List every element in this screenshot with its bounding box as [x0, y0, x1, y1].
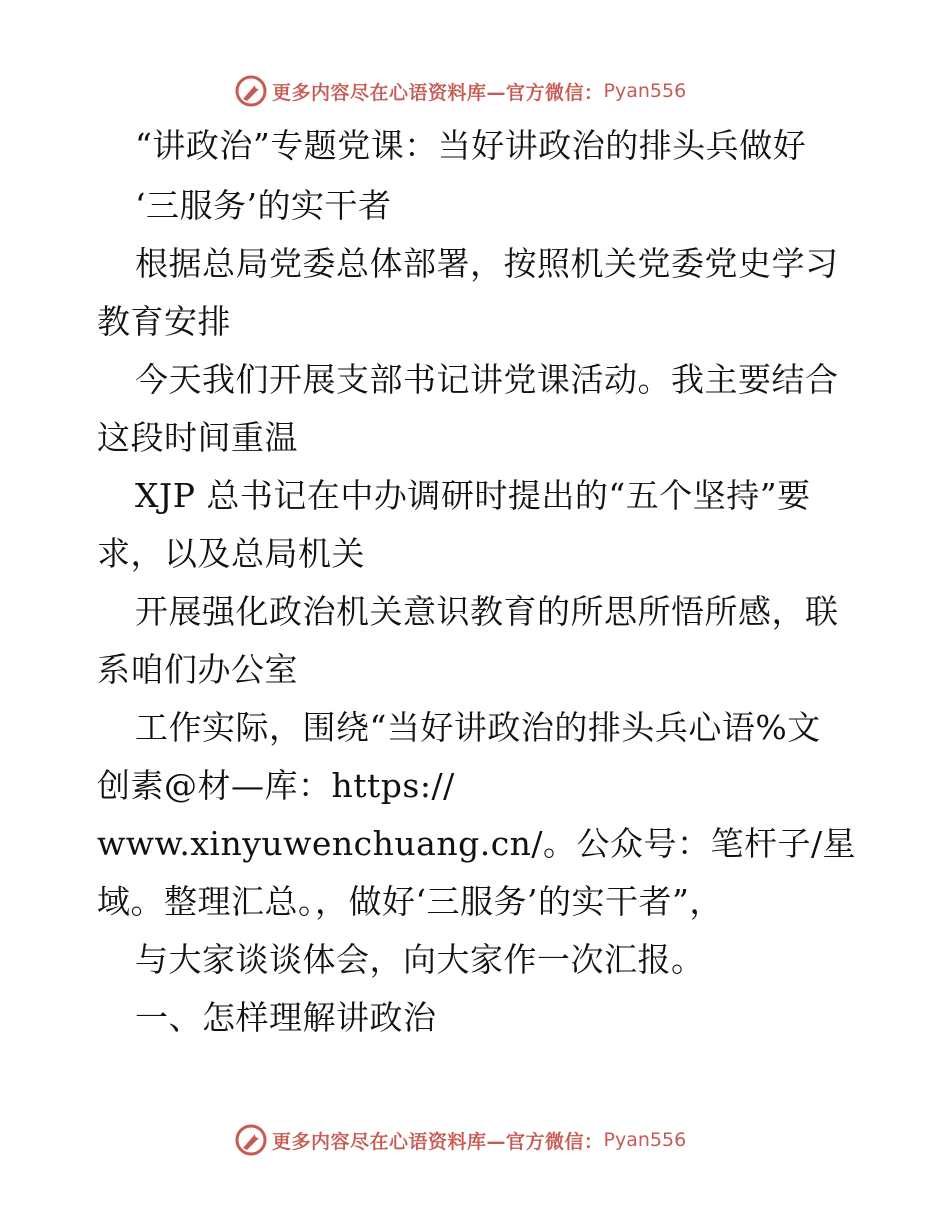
section-heading: 一、怎样理解讲政治	[135, 998, 437, 1037]
paragraph-line: XJP 总书记在中办调研时提出的“五个坚持”要	[135, 476, 811, 515]
paragraph-line: 创素@材—库：https://	[97, 766, 455, 805]
paragraph-line: 系咱们办公室	[97, 650, 298, 689]
footer-banner-text: 更多内容尽在心语资料库—官方微信：	[272, 1130, 604, 1153]
paragraph-line: 这段时间重温	[97, 418, 298, 457]
paragraph-line: 开展强化政治机关意识教育的所思所悟所感，联	[135, 592, 839, 631]
paragraph-line: 教育安排	[97, 302, 231, 341]
pen-logo-icon	[234, 74, 268, 108]
document-title-line-1: “讲政治”专题党课：当好讲政治的排头兵做好	[135, 126, 807, 165]
paragraph-line: 域。整理汇总。，做好‘三服务’的实干者”，	[97, 882, 723, 921]
header-watermark-banner	[234, 73, 686, 109]
footer-banner-wechat: Pyan556	[603, 1129, 687, 1151]
paragraph-line: 工作实际，围绕“当好讲政治的排头兵心语%文	[135, 708, 821, 747]
paragraph-line: 今天我们开展支部书记讲党课活动。我主要结合	[135, 360, 839, 399]
paragraph-line: 求，以及总局机关	[97, 534, 365, 573]
header-banner-text: 更多内容尽在心语资料库—官方微信：	[272, 81, 604, 104]
paragraph-line: 根据总局党委总体部署，按照机关党委党史学习	[135, 244, 839, 283]
pen-logo-icon	[234, 1123, 268, 1157]
header-banner-wechat: Pyan556	[603, 80, 687, 102]
document-title-line-2: ‘三服务’的实干者	[135, 186, 392, 225]
footer-watermark-banner	[234, 1122, 686, 1158]
paragraph-line: www.xinyuwenchuang.cn/。公众号：笔杆子/星	[97, 824, 857, 863]
paragraph-line: 与大家谈谈体会，向大家作一次汇报。	[135, 940, 705, 979]
